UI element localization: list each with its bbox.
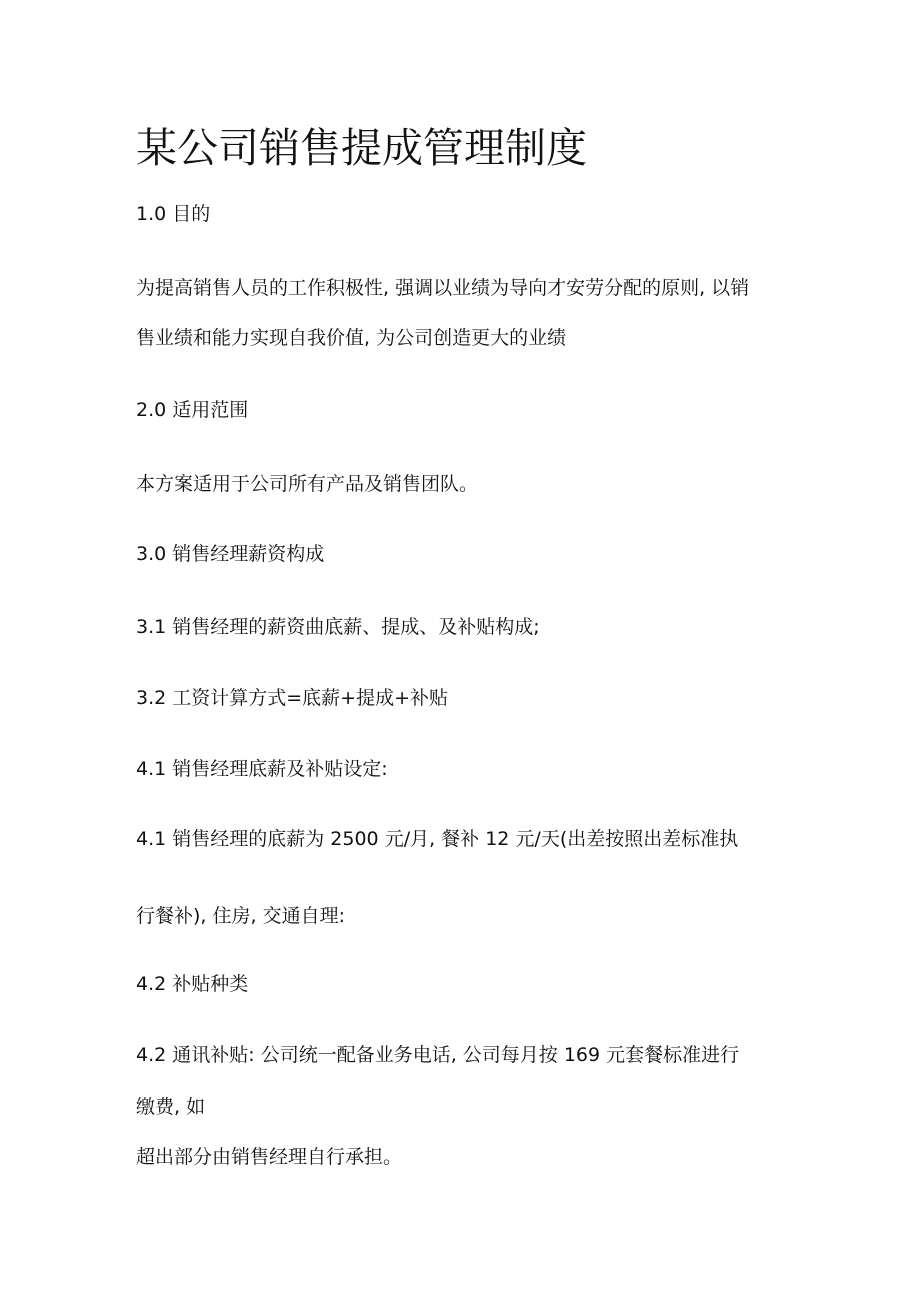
section-3-2: 3.2 工资计算方式=底薪+提成+补贴 [136, 687, 449, 709]
section-3-heading: 3.0 销售经理薪资构成 [136, 543, 325, 565]
section-4-2-body-line-1: 4.2 通讯补贴: 公司统一配备业务电话, 公司每月按 169 元套餐标准进行 [136, 1044, 740, 1066]
document-title: 某公司销售提成管理制度 [136, 124, 587, 172]
section-1-body-line-2: 售业绩和能力实现自我价值, 为公司创造更大的业绩 [136, 327, 567, 349]
section-4-1-heading: 4.1 销售经理底薪及补贴设定: [136, 758, 388, 780]
section-4-2-heading: 4.2 补贴种类 [136, 973, 249, 995]
section-4-1-body-line-1: 4.1 销售经理的底薪为 2500 元/月, 餐补 12 元/天(出差按照出差标准执 [136, 828, 739, 850]
section-2-heading: 2.0 适用范围 [136, 399, 249, 421]
section-3-1: 3.1 销售经理的薪资曲底薪、提成、及补贴构成; [136, 616, 540, 638]
section-4-2-body-line-3: 超出部分由销售经理自行承担。 [136, 1146, 403, 1168]
section-1-body-line-1: 为提高销售人员的工作积极性, 强调以业绩为导向才安劳分配的原则, 以销 [136, 277, 750, 299]
section-2-body: 本方案适用于公司所有产品及销售团队。 [136, 473, 479, 495]
section-4-2-body-line-2: 缴费, 如 [136, 1096, 206, 1118]
section-1-heading: 1.0 目的 [136, 203, 211, 225]
section-4-1-body-line-2: 行餐补), 住房, 交通自理: [136, 905, 345, 927]
